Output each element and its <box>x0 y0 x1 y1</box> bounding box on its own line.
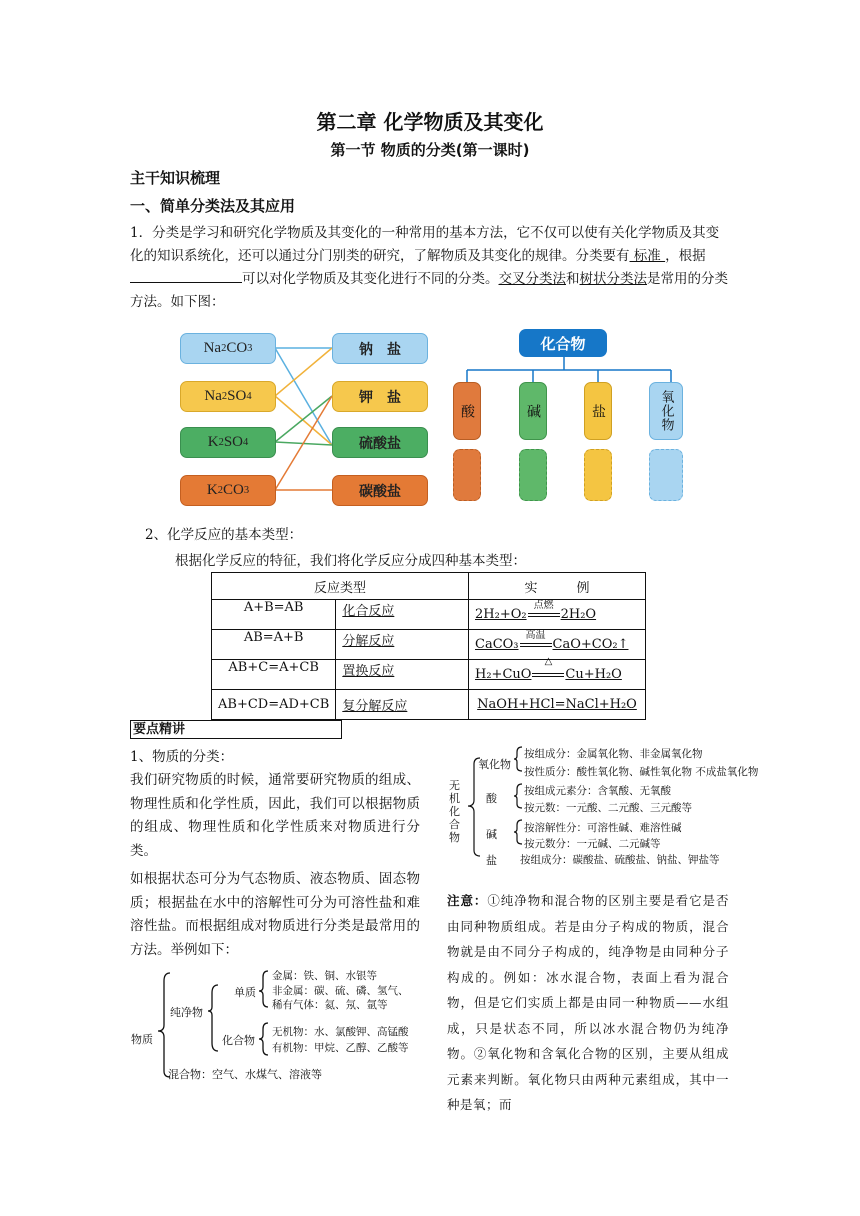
para-text-1: 1．分类是学习和研究化学物质及其变化的一种常用的基本方法，它不仅可以使有关化学物质及其变化的知识系统化，还可以通过分门别类的研究，了解物质及其变化的规律。分类要有 <box>130 225 720 264</box>
table-row <box>212 660 646 690</box>
heading-main: 主干知识梳理 <box>130 169 221 187</box>
tree-placeholder-oxide <box>649 449 683 501</box>
note-paragraph <box>447 888 729 1118</box>
matter-inorganic: 无机物：水、氯酸钾、高锰酸 <box>272 1026 409 1038</box>
compound-k2so4: K 2 SO 4 <box>180 427 276 458</box>
tree-placeholder-acid <box>453 449 481 501</box>
category-carbonate: 碳酸盐 <box>332 475 428 506</box>
base-by-acidity: 按元数分：一元碱、二元碱等 <box>524 838 661 850</box>
tree-node-salt: 盐 <box>584 382 612 440</box>
inorganic-base: 碱 <box>486 828 497 841</box>
row-example: 2H₂+O₂ 点燃 2H₂O <box>469 600 646 630</box>
table-row <box>212 600 646 630</box>
inorganic-oxide: 氧化物 <box>478 758 511 771</box>
row-formula: AB+C=A+CB <box>212 660 336 690</box>
compound-na2so4: Na 2 SO 4 <box>180 381 276 412</box>
row-name: 置换反应 <box>342 664 395 679</box>
inorganic-acid: 酸 <box>486 792 497 805</box>
matter-root: 物质 <box>131 1033 153 1046</box>
oxide-by-composition: 按组成分：金属氧化物、非金属氧化物 <box>524 748 703 760</box>
table-row <box>212 690 646 720</box>
oxide-by-property: 按性质分：酸性氧化物、碱性氧化物 不成盐氧化物 <box>524 766 759 778</box>
matter-organic: 有机物：甲烷、乙醇、乙酸等 <box>272 1042 409 1054</box>
row-name: 化合反应 <box>342 604 395 619</box>
blank-standard: 标准 <box>629 247 666 264</box>
section2-intro: 根据化学反应的特征，我们将化学反应分成四种基本类型： <box>175 553 526 569</box>
para-text-5: 是常用的分类方法。如下图： <box>130 271 728 310</box>
blank-criteria <box>130 267 242 283</box>
header-reaction-type: 反应类型 <box>212 573 469 600</box>
para-text-2: ，根据 <box>665 247 706 264</box>
table-header-row <box>212 573 646 600</box>
compound-na2co3: Na 2 CO 3 <box>180 333 276 364</box>
inorganic-root: 无 机 化 合 物 <box>449 779 460 844</box>
tree-placeholder-base <box>519 449 547 501</box>
compound-k2co3: K 2 CO 3 <box>180 475 276 506</box>
term-tree-classification: 树状分类法 <box>579 271 647 287</box>
chapter-title: 第二章 化学物质及其变化 <box>316 110 544 134</box>
tree-root-compound: 化合物 <box>519 329 607 357</box>
tree-node-oxide: 氧化物 <box>649 382 683 440</box>
category-sodium-salt: 钠 盐 <box>332 333 428 364</box>
matter-metal: 金属：铁、铜、水银等 <box>272 970 377 982</box>
matter-compound: 化合物 <box>222 1034 255 1047</box>
row-example: CaCO₃ 高温 CaO+CO₂↑ <box>469 630 646 660</box>
term-cross-classification: 交叉分类法 <box>498 271 566 287</box>
matter-pure: 纯净物 <box>170 1006 203 1019</box>
category-potassium-salt: 钾 盐 <box>332 381 428 412</box>
heading-simple-classification: 一、简单分类法及其应用 <box>130 197 296 215</box>
category-sulfate: 硫酸盐 <box>332 427 428 458</box>
row-formula: AB+CD=AD+CB <box>212 690 336 720</box>
section-title: 第一节 物质的分类(第一课时) <box>330 141 530 159</box>
row-formula: A+B=AB <box>212 600 336 630</box>
matter-noble-gas: 稀有气体：氦、氖、氩等 <box>272 999 388 1011</box>
material-classification-label: 1、物质的分类： <box>130 749 234 765</box>
key-points-heading: 要点精讲 <box>130 720 342 739</box>
inorganic-salt: 盐 <box>486 854 497 867</box>
material-classification-para2: 如根据状态可分为气态物质、液态物质、固态物质；根据盐在水中的溶解性可分为可溶性盐和难溶性盐。而根据组成对物质进行分类是最常用的方法。举例如下： <box>130 871 420 958</box>
paragraph-classification <box>130 222 732 313</box>
matter-mixture: 混合物：空气、水煤气、溶液等 <box>168 1068 322 1081</box>
section2-title: 2、化学反应的基本类型： <box>145 527 303 543</box>
note-label: 注意： <box>447 893 488 908</box>
material-classification-para1: 我们研究物质的时候，通常要研究物质的组成、物理性质和化学性质，因此，我们可以根据物质的组成、物理性质和化学性质来对物质进行分类。 <box>130 772 420 859</box>
row-example: NaOH+HCl=NaCl+H₂O <box>469 690 646 720</box>
header-example: 实 例 <box>469 573 646 600</box>
para-text-3: 可以对化学物质及其变化进行不同的分类。 <box>242 271 499 287</box>
acid-by-element: 按组成元素分：含氧酸、无氧酸 <box>524 785 671 797</box>
base-by-solubility: 按溶解性分：可溶性碱、难溶性碱 <box>524 822 682 834</box>
row-name: 复分解反应 <box>342 699 408 714</box>
para-text-4: 和 <box>566 271 580 287</box>
matter-element: 单质 <box>234 986 256 999</box>
table-row <box>212 630 646 660</box>
tree-placeholder-salt <box>584 449 612 501</box>
row-formula: AB=A+B <box>212 630 336 660</box>
row-name: 分解反应 <box>342 634 395 649</box>
matter-nonmetal: 非金属：碳、硫、磷、氢气、 <box>272 985 409 997</box>
reaction-types-table <box>211 572 646 720</box>
salt-by-composition: 按组成分：碳酸盐、硫酸盐、钠盐、钾盐等 <box>520 854 720 866</box>
acid-by-basicity: 按元数：一元酸、二元酸、三元酸等 <box>524 802 692 814</box>
tree-node-base: 碱 <box>519 382 547 440</box>
note-text: ①纯净物和混合物的区别主要是看它是否由同种物质组成。若是由分子构成的物质，混合物就是由不同分子构成的，纯净物是由同种分子构成的。例如：冰水混合物，表面上看为混合物，但是它们实质上都是由同一种物质——水组成，只是状态不同，所以冰水混合物仍为纯净物。②氧化物和含氧化合物的区别，主要从组成元素来判断。氧化物只由两种元素组成，其中一种是氧；而 <box>447 893 729 1112</box>
row-example: H₂+CuO △ Cu+H₂O <box>469 660 646 690</box>
tree-node-acid: 酸 <box>453 382 481 440</box>
